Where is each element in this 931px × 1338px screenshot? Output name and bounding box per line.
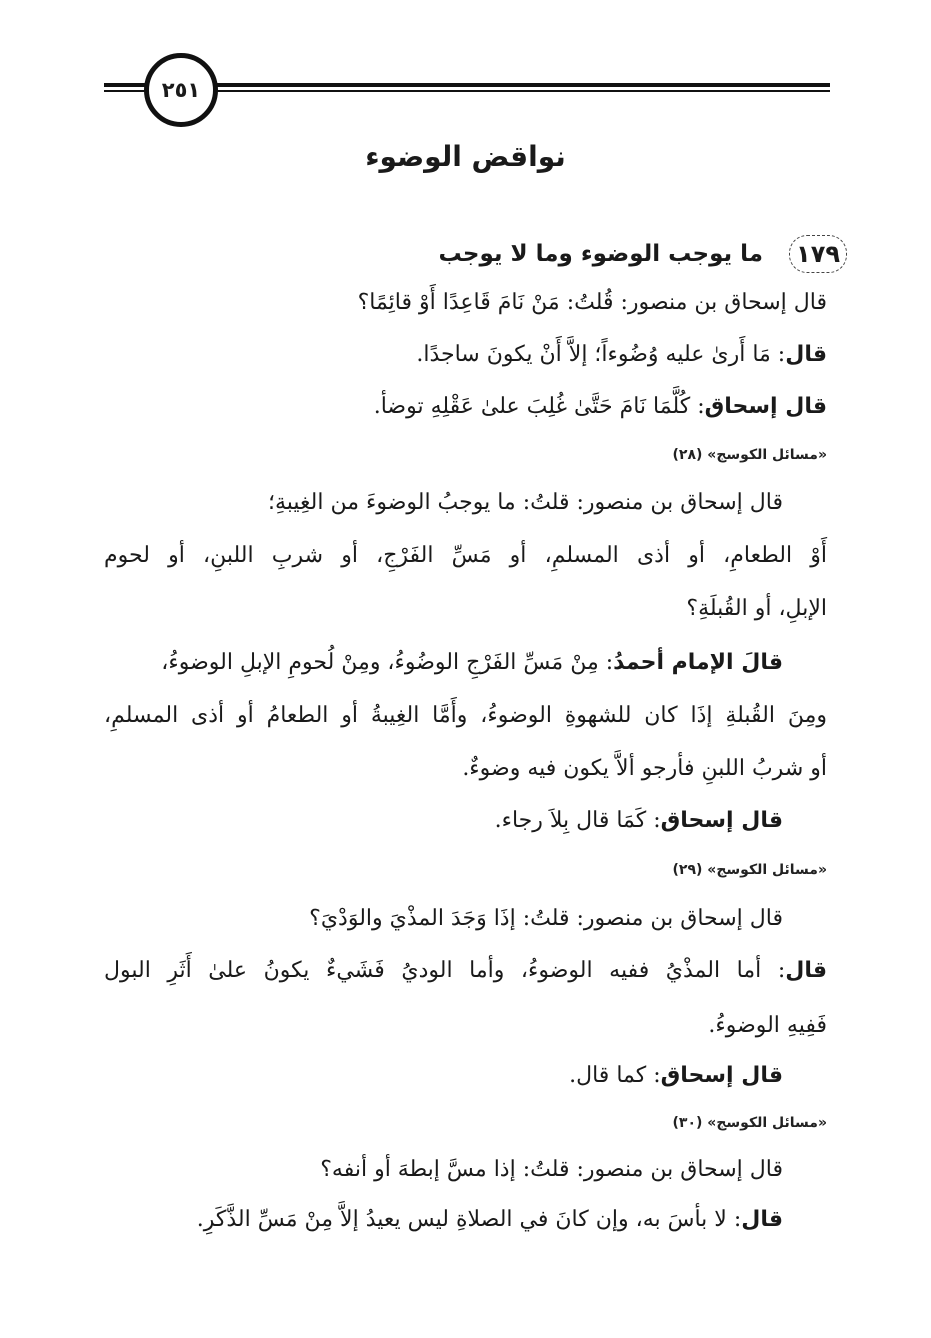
speaker-label: قال [785,958,828,983]
line-text: : أما المذْيُ ففيه الوضوءُ، وأما الوديُ فَشَيءٌ يكونُ علىٰ أَثَرِ البول [104,958,786,983]
header-rule-left-thin [104,90,148,92]
line-text: : مَا أَرىٰ عليه وُضُوءاً؛ إلاَّ أَنْ يكونَ ساجدًا. [416,342,786,367]
line-text: : كَمَا قال بِلاَ رجاء. [494,808,661,833]
line-text: : لا بأسَ به، وإن كانَ في الصلاةِ ليس يعيدُ إلاَّ مِنْ مَسِّ الذَّكَرِ. [196,1207,742,1232]
line-text: قال إسحاق بن منصور: قلتُ: إذا مسَّ إبطهَ أو أنفه؟ [320,1157,783,1182]
text-line [462,756,827,781]
section-number: ١٧٩ [789,235,847,273]
speaker-label: قال [741,1207,783,1232]
chapter-title: نواقض الوضوء [365,140,566,173]
text-line [268,490,783,515]
header-rule-left [104,83,148,87]
text-line [104,703,827,728]
line-text: قال إسحاق بن منصور: قلتُ: ما يوجبُ الوضوءَ من الغِيبةِ؛ [267,490,783,515]
text-line [104,958,827,983]
line-text: : كُلَّمَا نَامَ حَتَّىٰ غُلِبَ علىٰ عَقْلِهِ توضأ. [373,394,705,419]
line-text: الإبلِ، أو القُبلَةِ؟ [686,596,827,621]
citation: «مسائل الكوسج» (٢٨) [672,447,827,463]
text-line [104,543,827,568]
line-text: : مِنْ مَسِّ الفَرْجِ الوضُوءُ، ومِنْ لُحومِ الإبلِ الوضوءُ، [161,650,614,675]
section-title: ما يوجب الوضوء وما لا يوجب [438,241,764,267]
text-line [197,1207,783,1232]
text-line [358,290,827,315]
text-line [309,906,783,931]
text-line [416,342,827,367]
page-header [104,50,830,130]
text-line [374,394,827,419]
text-line [495,808,783,833]
line-text: أَوْ الطعامِ، أو أذى المسلمِ، أو مَسِّ الفَرْجِ، أو شربِ اللبنِ، أو لحوم [104,543,827,568]
speaker-label: قالَ الإمام أحمدُ [613,650,783,675]
text-line [569,1063,783,1088]
text-line [320,1157,783,1182]
text-line [686,596,827,621]
citation: «مسائل الكوسج» (٢٩) [672,862,827,878]
citation: «مسائل الكوسج» (٣٠) [672,1115,827,1131]
line-text: أو شربُ اللبنِ فأرجو ألاَّ يكون فيه وضوءٌ. [462,756,827,781]
speaker-label: قال إسحاق [660,1063,783,1088]
speaker-label: قال إسحاق [704,394,827,419]
line-text: فَفِيهِ الوضوءُ. [708,1013,827,1038]
text-line [161,650,783,675]
speaker-label: قال [785,342,827,367]
header-rule [214,83,830,87]
page-number: ٢٥١ [144,53,218,127]
line-text: قال إسحاق بن منصور: قلتُ: إذَا وَجَدَ المذْيَ والوَدْيَ؟ [309,906,783,931]
text-line [708,1013,827,1038]
line-text: : كما قال. [569,1063,661,1088]
speaker-label: قال إسحاق [660,808,783,833]
header-rule-thin [214,90,830,92]
line-text: قال إسحاق بن منصور: قُلتُ: مَنْ نَامَ قَاعِدًا أَوْ قائِمًا؟ [357,290,827,315]
line-text: ومِنَ القُبلةِ إذَا كان للشهوةِ الوضوءُ، وأَمَّا الغِيبةُ أو الطعامُ أو أذى المسلمِ، [104,703,827,728]
section-heading [439,232,847,276]
